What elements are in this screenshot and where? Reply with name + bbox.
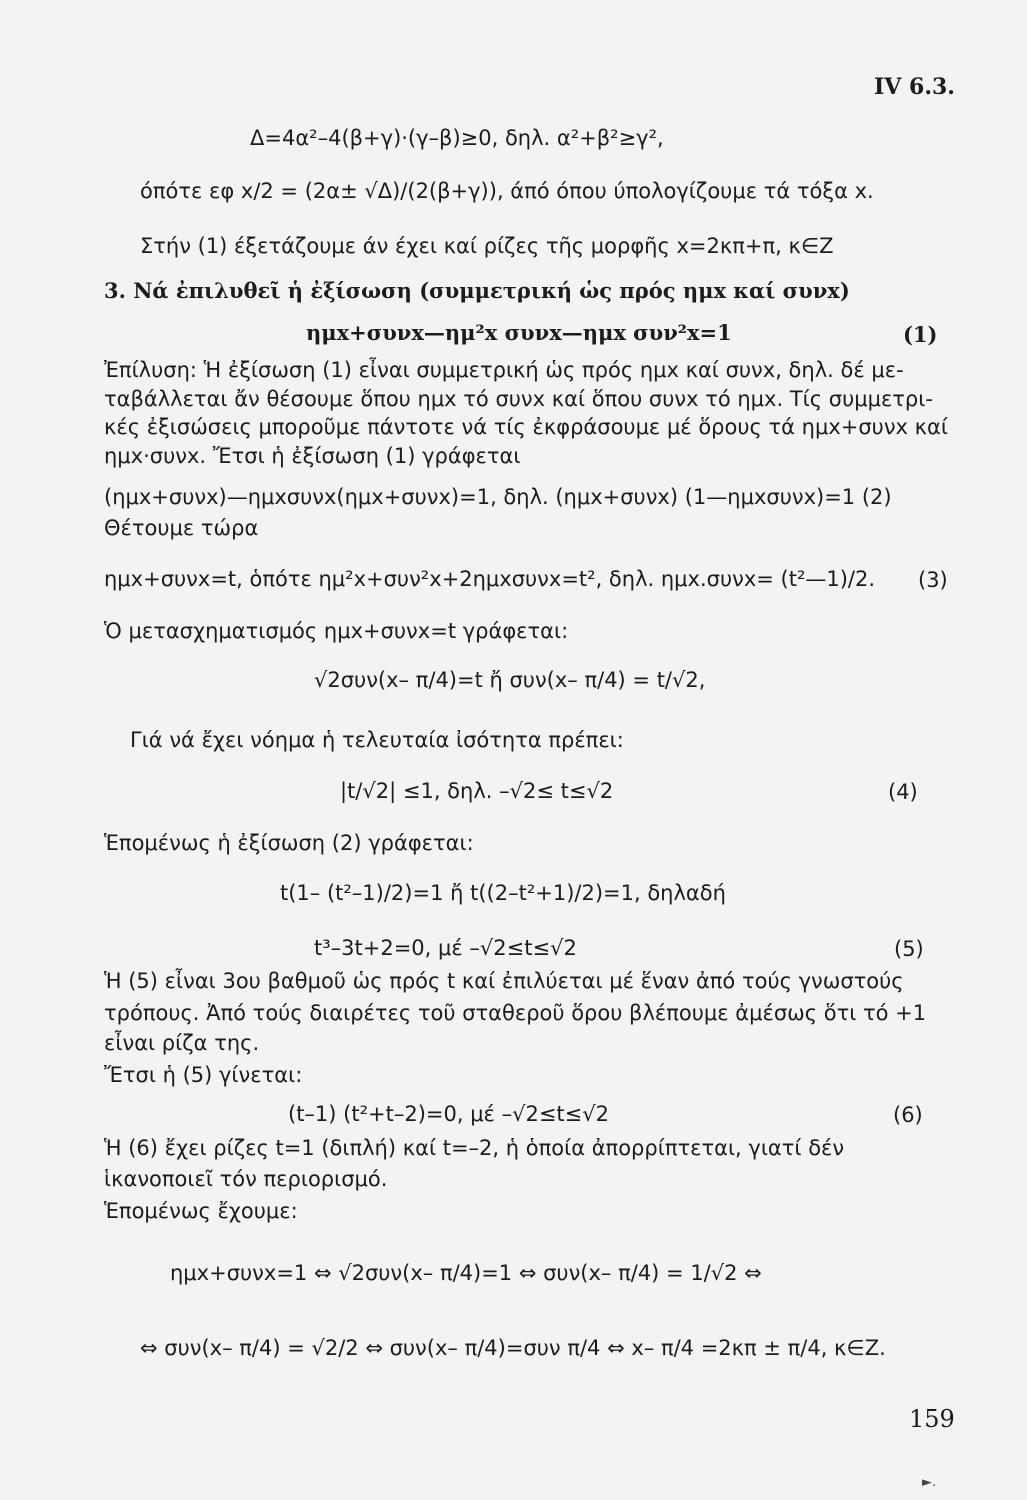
text-line: τρόπους. Ἀπό τούς διαιρέτες τοῦ σταθεροῦ ὅρου βλέπουμε ἀμέσως ὅτι τό +1 <box>104 1001 927 1025</box>
corner-mark: ►. <box>922 1475 937 1490</box>
equation-number: (1) <box>903 322 938 347</box>
equation-4: |t/√2| ≤1, δηλ. –√2≤ t≤√2 <box>340 779 614 803</box>
text-line: Δ=4α²–4(β+γ)·(γ–β)≥0, δηλ. α²+β²≥γ², <box>250 126 664 150</box>
text-line: εἶναι ρίζα της. <box>104 1031 260 1055</box>
text-line: Ἑπομένως ἡ ἐξίσωση (2) γράφεται: <box>104 831 474 855</box>
equation-6: (t–1) (t²+t–2)=0, μέ –√2≤t≤√2 <box>288 1102 609 1126</box>
text-line: κές ἐξισώσεις μποροῦμε πάντοτε νά τίς ἐκφράσουμε μέ ὅρους τά ημx+συνx καί <box>104 415 948 439</box>
exercise-heading: 3. Νά ἐπιλυθεῖ ἡ ἐξίσωση (συμμετρική ὡς πρός ημx καί συνx) <box>104 278 850 303</box>
equation-number: (5) <box>894 937 924 961</box>
text-line: Ἡ (6) ἔχει ρίζες t=1 (διπλή) καί t=–2, ἡ ὁποία ἀπορρίπτεται, γιατί δέν <box>104 1136 845 1160</box>
equation-line: ημx+συνx=1 ⇔ √2συν(x– π/4)=1 ⇔ συν(x– π/4) = 1/√2 ⇔ <box>170 1261 762 1285</box>
text-line: Ὁ μετασχηματισμός ημx+συνx=t γράφεται: <box>104 619 569 643</box>
equation-number: (3) <box>918 568 948 592</box>
equation-number: (4) <box>888 780 918 804</box>
text-line: Ἔτσι ἡ (5) γίνεται: <box>104 1063 303 1087</box>
equation-1: ημx+συνx—ημ²x συνx—ημx συν²x=1 <box>306 320 732 345</box>
equation-number: (6) <box>893 1103 923 1127</box>
equation-line: √2συν(x– π/4)=t ἤ συν(x– π/4) = t/√2, <box>314 668 706 692</box>
text-line: όπότε εφ x/2 = (2α± √Δ)/(2(β+γ)), άπό όπου ύπολογίζουμε τά τόξα x. <box>140 179 874 203</box>
text-line: Θέτουμε τώρα <box>104 516 259 540</box>
text-line: Γιά νά ἔχει νόημα ἡ τελευταία ἰσότητα πρέπει: <box>130 728 624 752</box>
section-header: IV 6.3. <box>874 74 955 100</box>
text-line: Στήν (1) έξετάζουμε άν έχει καί ρίζες τῆς μορφῆς x=2κπ+π, κ∈Z <box>140 234 834 258</box>
equation-5: t³–3t+2=0, μέ –√2≤t≤√2 <box>314 936 577 960</box>
text-line: Ἐπίλυση: Ἡ ἐξίσωση (1) εἶναι συμμετρική ὡς πρός ημx καί συνx, δηλ. δέ με- <box>104 358 904 382</box>
equation-2: (ημx+συνx)—ημxσυνx(ημx+συνx)=1, δηλ. (ημx+συνx) (1—ημxσυνx)=1 (2) <box>104 485 892 509</box>
text-line: Ἑπομένως ἔχουμε: <box>104 1199 298 1223</box>
text-line: ἱκανοποιεῖ τόν περιορισμό. <box>104 1167 388 1191</box>
text-line: ταβάλλεται ἄν θέσουμε ὅπου ημx τό συνx καί ὅπου συνx τό ημx. Τίς συμμετρι- <box>104 387 933 411</box>
text-line: ημx·συνx. Ἔτσι ἡ ἐξίσωση (1) γράφεται <box>104 444 521 468</box>
equation-line: t(1– (t²–1)/2)=1 ἤ t((2–t²+1)/2)=1, δηλαδή <box>280 881 726 905</box>
page-number: 159 <box>909 1405 955 1433</box>
text-line: Ἡ (5) εἶναι 3ου βαθμοῦ ὡς πρός t καί ἐπιλύεται μέ ἕναν ἀπό τούς γνωστούς <box>104 969 904 993</box>
equation-line: ⇔ συν(x– π/4) = √2/2 ⇔ συν(x– π/4)=συν π/4 ⇔ x– π/4 =2κπ ± π/4, κ∈Z. <box>140 1336 886 1360</box>
equation-3: ημx+συνx=t, ὁπότε ημ²x+συν²x+2ημxσυνx=t², δηλ. ημx.συνx= (t²—1)/2. <box>104 567 876 591</box>
